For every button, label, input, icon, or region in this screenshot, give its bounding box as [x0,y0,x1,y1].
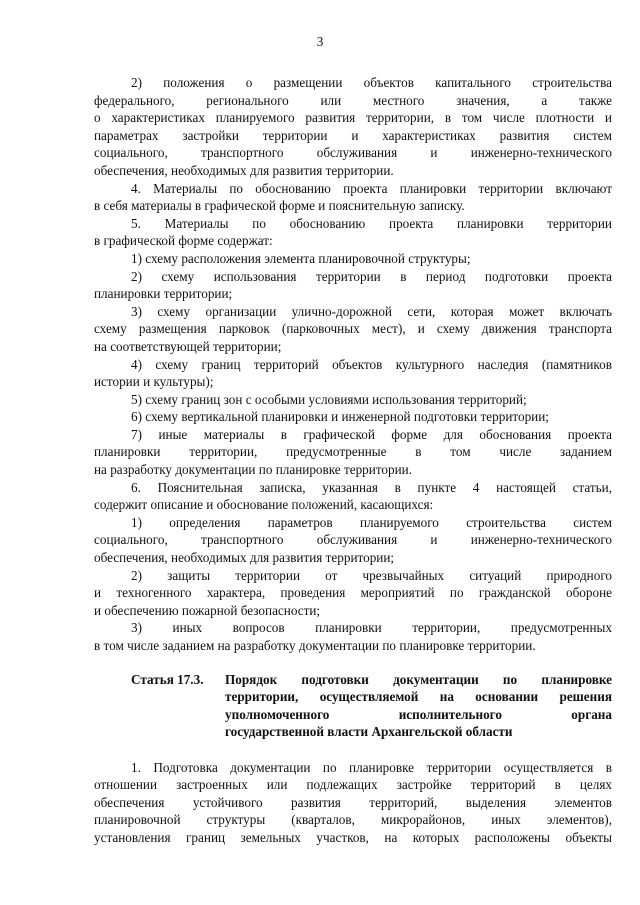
text-line: истории и культуры); [94,374,214,390]
section-17-3-text [94,759,612,847]
text-line: 6. Пояснительная записка, указанная в пункте 4 настоящей статьи, [131,479,612,495]
text-line: в том числе заданием на разработку документации по планировке территории. [94,638,536,653]
text-line: 1) определения параметров планируемого строительства систем [131,514,612,530]
article-heading [94,671,612,741]
text-line: уполномоченного исполнительного органа [225,706,612,722]
text-line: отношении застроенных или подлежащих застройке территорий в целях [94,777,612,793]
text-line: 2) положения о размещении объектов капитального строительства [131,75,612,90]
text-line: обеспечения, необходимых для развития территории; [94,550,395,566]
text-line: социального, транспортного обслуживания и инженерно-технического [94,145,612,161]
text-line: и обеспечению пожарной безопасности; [94,602,321,618]
text-line: 7) иные материалы в графической форме для обоснования проекта [131,426,612,442]
text-line: планировки территории; [94,286,233,302]
text-line: 3) схему организации улично-дорожной сети, которая может включать [131,303,612,319]
article-title [225,671,612,741]
text-line: 2) защиты территории от чрезвычайных ситуаций природного [131,567,612,583]
text-line: территории, осуществляемой на основании решения [225,689,612,705]
text-line: схему размещения парковок (парковочных мест), и схему движения транспорта [94,321,612,337]
text-line: содержит описание и обоснование положений, касающихся: [94,497,434,513]
text-line: 4. Материалы по обоснованию проекта планировки территории включают [131,180,612,196]
text-line: обеспечения, необходимых для развития территории. [94,162,394,178]
text-line: планировочной структуры (кварталов, микрорайонов, иных элементов), [94,812,612,828]
text-line: социального, транспортного обслуживания и инженерно-технического [94,532,612,548]
text-line: 5) схему границ зон с особыми условиями использования территорий; [131,391,527,407]
text-line: 1) схему расположения элемента планировочной структуры; [131,250,471,266]
text-line: планировки территории, предусмотренные в том числе заданием [94,444,612,460]
article-number: Статья 17.3. [131,671,204,687]
page-number: 3 [316,34,324,49]
text-line: на разработку документации по планировке территории. [94,462,413,478]
text-line: в графической форме содержат: [94,233,273,249]
text-line: и техногенного характера, проведения мероприятий по гражданской обороне [94,585,612,601]
text-line: 3) иных вопросов планировки территории, предусмотренных [131,620,612,636]
text-line: о характеристиках планируемого развития территории, в том числе плотности и [94,110,612,126]
text-line: параметрах застройки территории и характеристиках развития систем [94,127,612,143]
text-line: на соответствующей территории; [94,338,282,354]
text-line: обеспечения устойчивого развития территорий, выделения элементов [94,794,612,810]
section-17-2-text [94,74,612,655]
text-line: 5. Материалы по обоснованию проекта планировки территории [131,215,612,231]
document-body [94,74,612,847]
text-line: 4) схему границ территорий объектов культурного наследия (памятников [131,356,612,372]
text-line: федерального, регионального или местного значения, а также [94,92,612,108]
text-line: 1. Подготовка документации по планировке территории осуществляется в [131,759,612,775]
text-line: в себя материалы в графической форме и пояснительную записку. [94,198,465,214]
text-line: государственной власти Архангельской области [225,724,513,740]
text-line: установления границ земельных участков, на которых расположены объекты [94,829,612,845]
text-line: 6) схему вертикальной планировки и инженерной подготовки территории; [131,409,549,425]
text-line: Порядок подготовки документации по планировке [225,671,612,687]
text-line: 2) схему использования территории в период подготовки проекта [131,268,612,284]
